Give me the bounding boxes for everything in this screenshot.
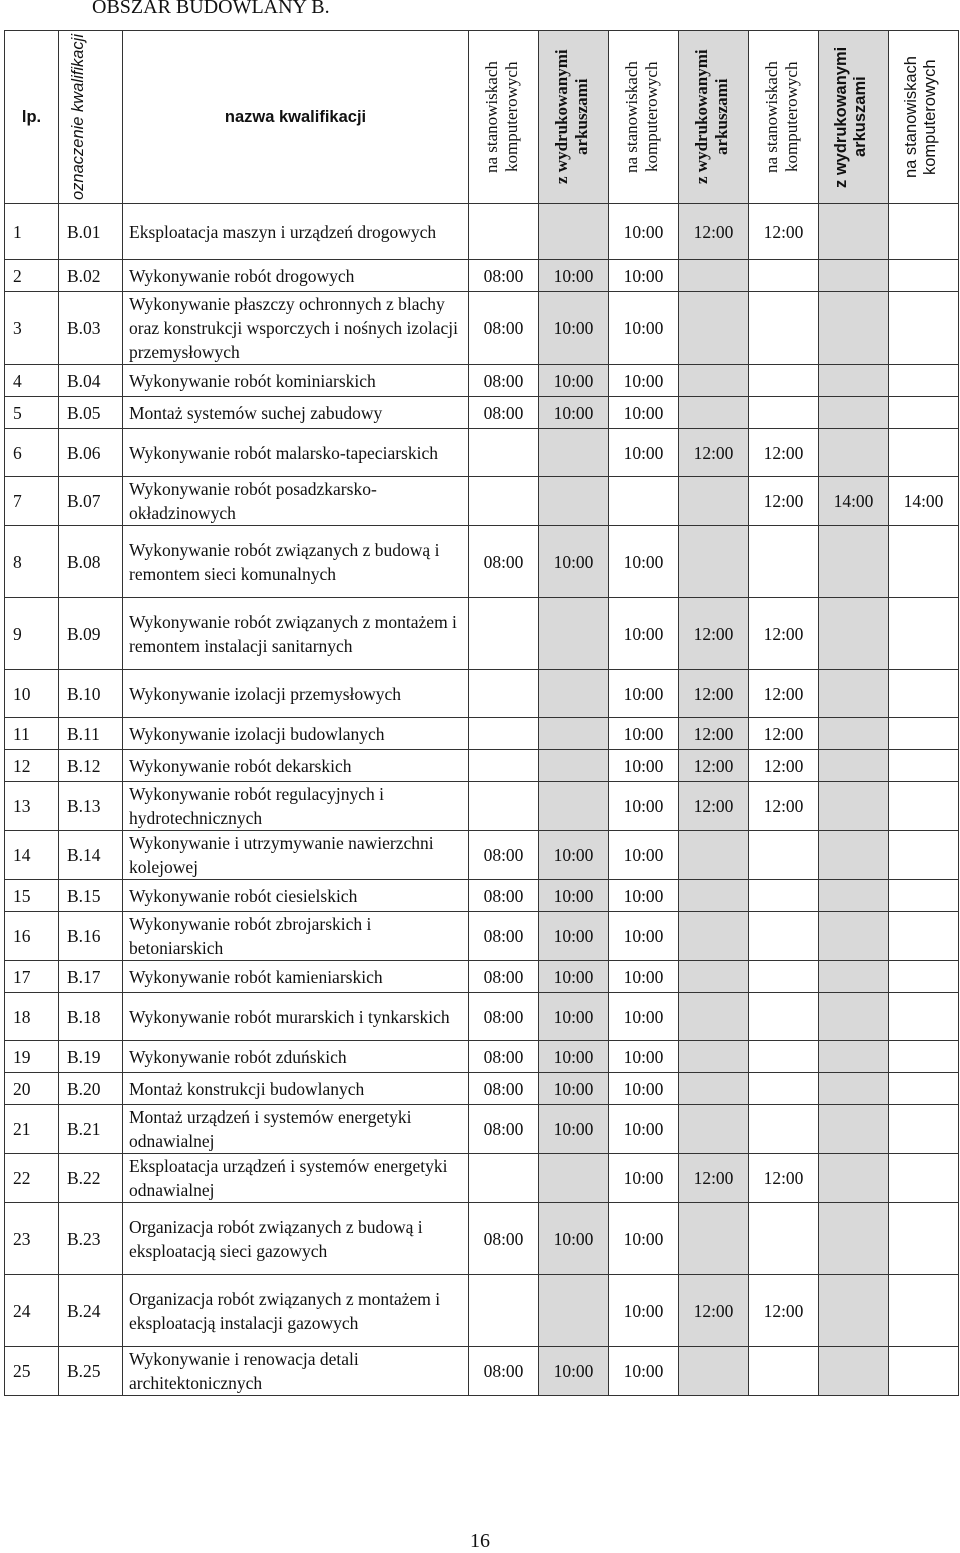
row-session-6	[889, 1347, 959, 1396]
row-name: Wykonywanie robót murarskich i tynkarskich	[123, 993, 469, 1041]
row-session-5	[819, 831, 889, 880]
row-name: Wykonywanie i renowacja detali architektonicznych	[123, 1347, 469, 1396]
row-session-1: 10:00	[539, 526, 609, 598]
row-name: Eksploatacja urządzeń i systemów energetyki odnawialnej	[123, 1154, 469, 1203]
row-code: B.02	[59, 260, 123, 292]
row-code: B.12	[59, 750, 123, 782]
row-session-2: 10:00	[609, 429, 679, 477]
header-session-5: z wydrukowanymi arkuszami	[819, 31, 889, 204]
row-session-0: 08:00	[469, 365, 539, 397]
row-session-1	[539, 750, 609, 782]
row-code: B.01	[59, 204, 123, 260]
row-session-4: 12:00	[749, 782, 819, 831]
header-lp: lp.	[5, 31, 59, 204]
row-session-3	[679, 880, 749, 912]
row-session-5	[819, 1154, 889, 1203]
row-session-1	[539, 204, 609, 260]
table-row	[5, 1154, 959, 1203]
row-code: B.17	[59, 961, 123, 993]
row-session-0	[469, 1154, 539, 1203]
table-row	[5, 1347, 959, 1396]
row-session-1: 10:00	[539, 397, 609, 429]
row-session-2: 10:00	[609, 598, 679, 670]
row-session-4	[749, 961, 819, 993]
row-session-4: 12:00	[749, 429, 819, 477]
header-session-4: na stanowiskach komputerowych	[749, 31, 819, 204]
row-session-1	[539, 782, 609, 831]
row-session-5	[819, 598, 889, 670]
row-code: B.23	[59, 1203, 123, 1275]
table-row	[5, 993, 959, 1041]
row-name: Organizacja robót związanych z budową i eksploatacją sieci gazowych	[123, 1203, 469, 1275]
row-session-4: 12:00	[749, 1275, 819, 1347]
row-session-0: 08:00	[469, 880, 539, 912]
row-session-0: 08:00	[469, 292, 539, 365]
table-row	[5, 204, 959, 260]
row-session-6	[889, 397, 959, 429]
row-session-1	[539, 429, 609, 477]
header-session-1: z wydrukowanymi arkuszami	[539, 31, 609, 204]
row-code: B.05	[59, 397, 123, 429]
row-session-5	[819, 961, 889, 993]
row-session-5	[819, 260, 889, 292]
row-session-4	[749, 260, 819, 292]
row-session-4: 12:00	[749, 718, 819, 750]
row-session-2: 10:00	[609, 782, 679, 831]
row-session-4	[749, 1073, 819, 1105]
row-session-6	[889, 1154, 959, 1203]
row-session-6	[889, 292, 959, 365]
row-session-3: 12:00	[679, 782, 749, 831]
row-session-0: 08:00	[469, 993, 539, 1041]
header-session-3: z wydrukowanymi arkuszami	[679, 31, 749, 204]
row-session-6	[889, 429, 959, 477]
row-lp: 15	[5, 880, 59, 912]
row-session-2: 10:00	[609, 831, 679, 880]
row-session-3	[679, 1041, 749, 1073]
row-code: B.20	[59, 1073, 123, 1105]
row-session-4: 12:00	[749, 204, 819, 260]
row-session-5	[819, 750, 889, 782]
row-name: Wykonywanie robót dekarskich	[123, 750, 469, 782]
row-session-5	[819, 1105, 889, 1154]
row-session-6	[889, 260, 959, 292]
header-session-6: na stanowiskach komputerowych	[889, 31, 959, 204]
row-session-2: 10:00	[609, 260, 679, 292]
row-session-4: 12:00	[749, 477, 819, 526]
row-session-6	[889, 912, 959, 961]
table-row	[5, 526, 959, 598]
row-session-3: 12:00	[679, 1154, 749, 1203]
row-session-0: 08:00	[469, 260, 539, 292]
row-session-0: 08:00	[469, 1041, 539, 1073]
row-session-3: 12:00	[679, 429, 749, 477]
row-session-6	[889, 598, 959, 670]
row-session-2: 10:00	[609, 670, 679, 718]
row-session-5	[819, 1073, 889, 1105]
row-lp: 14	[5, 831, 59, 880]
table-row	[5, 750, 959, 782]
row-session-5	[819, 1275, 889, 1347]
row-name: Wykonywanie robót zduńskich	[123, 1041, 469, 1073]
row-session-3	[679, 1105, 749, 1154]
row-session-2: 10:00	[609, 880, 679, 912]
row-session-1: 10:00	[539, 260, 609, 292]
row-session-4	[749, 292, 819, 365]
row-session-5	[819, 718, 889, 750]
row-session-5	[819, 912, 889, 961]
header-name: nazwa kwalifikacji	[123, 31, 469, 204]
row-session-4	[749, 1041, 819, 1073]
table-row	[5, 1073, 959, 1105]
row-session-2: 10:00	[609, 204, 679, 260]
row-session-6	[889, 718, 959, 750]
row-code: B.19	[59, 1041, 123, 1073]
row-session-3	[679, 1203, 749, 1275]
row-lp: 12	[5, 750, 59, 782]
row-lp: 9	[5, 598, 59, 670]
exam-schedule-table	[4, 30, 959, 1396]
row-name: Wykonywanie i utrzymywanie nawierzchni kolejowej	[123, 831, 469, 880]
row-session-2: 10:00	[609, 1203, 679, 1275]
row-session-2: 10:00	[609, 912, 679, 961]
row-session-2: 10:00	[609, 993, 679, 1041]
row-code: B.11	[59, 718, 123, 750]
row-name: Wykonywanie robót posadzkarsko-okładzinowych	[123, 477, 469, 526]
row-session-4	[749, 880, 819, 912]
row-session-4	[749, 397, 819, 429]
row-session-1	[539, 477, 609, 526]
table-row	[5, 880, 959, 912]
row-code: B.03	[59, 292, 123, 365]
row-code: B.13	[59, 782, 123, 831]
header-code: oznaczenie kwalifikacji	[59, 31, 123, 204]
row-session-4	[749, 1347, 819, 1396]
row-session-6	[889, 880, 959, 912]
row-session-1: 10:00	[539, 880, 609, 912]
row-name: Wykonywanie robót związanych z montażem i remontem instalacji sanitarnych	[123, 598, 469, 670]
row-code: B.04	[59, 365, 123, 397]
row-code: B.18	[59, 993, 123, 1041]
row-session-3	[679, 961, 749, 993]
row-code: B.24	[59, 1275, 123, 1347]
row-lp: 16	[5, 912, 59, 961]
row-lp: 24	[5, 1275, 59, 1347]
row-lp: 25	[5, 1347, 59, 1396]
row-lp: 21	[5, 1105, 59, 1154]
page-number: 16	[470, 1530, 490, 1552]
row-session-3: 12:00	[679, 718, 749, 750]
page-title: OBSZAR BUDOWLANY B.	[92, 0, 330, 18]
row-session-2: 10:00	[609, 750, 679, 782]
row-session-6	[889, 1203, 959, 1275]
row-session-4	[749, 912, 819, 961]
row-session-3: 12:00	[679, 598, 749, 670]
row-session-0	[469, 429, 539, 477]
row-code: B.25	[59, 1347, 123, 1396]
table-row	[5, 1275, 959, 1347]
row-session-5	[819, 397, 889, 429]
row-code: B.22	[59, 1154, 123, 1203]
row-session-0: 08:00	[469, 1105, 539, 1154]
row-session-0: 08:00	[469, 1347, 539, 1396]
row-session-5	[819, 429, 889, 477]
row-session-3: 12:00	[679, 750, 749, 782]
row-session-6	[889, 526, 959, 598]
row-session-2: 10:00	[609, 1275, 679, 1347]
row-name: Wykonywanie płaszczy ochronnych z blachy oraz konstrukcji wsporczych i nośnych izolacji przemysłowych	[123, 292, 469, 365]
row-code: B.06	[59, 429, 123, 477]
row-code: B.07	[59, 477, 123, 526]
header-row	[5, 31, 959, 204]
header-session-0: na stanowiskach komputerowych	[469, 31, 539, 204]
row-session-1	[539, 1154, 609, 1203]
row-session-1: 10:00	[539, 292, 609, 365]
row-name: Wykonywanie robót drogowych	[123, 260, 469, 292]
row-session-6	[889, 782, 959, 831]
row-session-5	[819, 1347, 889, 1396]
row-lp: 10	[5, 670, 59, 718]
row-session-5	[819, 1203, 889, 1275]
row-lp: 2	[5, 260, 59, 292]
row-session-2: 10:00	[609, 1154, 679, 1203]
row-session-1: 10:00	[539, 365, 609, 397]
row-lp: 3	[5, 292, 59, 365]
row-session-0	[469, 670, 539, 718]
row-name: Wykonywanie robót kamieniarskich	[123, 961, 469, 993]
row-name: Montaż konstrukcji budowlanych	[123, 1073, 469, 1105]
row-lp: 20	[5, 1073, 59, 1105]
row-session-5	[819, 782, 889, 831]
row-session-2: 10:00	[609, 961, 679, 993]
row-session-0: 08:00	[469, 831, 539, 880]
row-session-6	[889, 750, 959, 782]
row-session-1: 10:00	[539, 1073, 609, 1105]
row-lp: 22	[5, 1154, 59, 1203]
row-lp: 5	[5, 397, 59, 429]
row-session-6	[889, 961, 959, 993]
row-session-5: 14:00	[819, 477, 889, 526]
row-code: B.14	[59, 831, 123, 880]
row-session-4: 12:00	[749, 1154, 819, 1203]
table-row	[5, 831, 959, 880]
row-session-2	[609, 477, 679, 526]
row-session-1: 10:00	[539, 1041, 609, 1073]
row-lp: 17	[5, 961, 59, 993]
row-session-1	[539, 1275, 609, 1347]
table-row	[5, 1105, 959, 1154]
row-name: Organizacja robót związanych z montażem i eksploatacją instalacji gazowych	[123, 1275, 469, 1347]
row-session-3	[679, 993, 749, 1041]
row-session-5	[819, 204, 889, 260]
row-session-6	[889, 1073, 959, 1105]
row-session-5	[819, 993, 889, 1041]
row-session-1: 10:00	[539, 912, 609, 961]
row-session-0	[469, 782, 539, 831]
row-session-4	[749, 365, 819, 397]
table-row	[5, 1203, 959, 1275]
row-session-4	[749, 1105, 819, 1154]
row-name: Montaż urządzeń i systemów energetyki odnawialnej	[123, 1105, 469, 1154]
row-session-6	[889, 1041, 959, 1073]
row-session-3: 12:00	[679, 1275, 749, 1347]
row-session-6	[889, 670, 959, 718]
row-session-0: 08:00	[469, 1203, 539, 1275]
row-session-1	[539, 718, 609, 750]
row-session-3	[679, 477, 749, 526]
row-session-6: 14:00	[889, 477, 959, 526]
row-session-5	[819, 526, 889, 598]
row-name: Wykonywanie robót malarsko-tapeciarskich	[123, 429, 469, 477]
table-row	[5, 397, 959, 429]
table-row	[5, 292, 959, 365]
row-session-0: 08:00	[469, 397, 539, 429]
table-row	[5, 598, 959, 670]
row-lp: 8	[5, 526, 59, 598]
table-row	[5, 782, 959, 831]
row-session-4: 12:00	[749, 750, 819, 782]
row-lp: 23	[5, 1203, 59, 1275]
row-session-0	[469, 750, 539, 782]
row-session-2: 10:00	[609, 397, 679, 429]
row-lp: 1	[5, 204, 59, 260]
row-session-1: 10:00	[539, 961, 609, 993]
row-lp: 13	[5, 782, 59, 831]
table-row	[5, 1041, 959, 1073]
row-session-1: 10:00	[539, 1203, 609, 1275]
table-row	[5, 477, 959, 526]
row-session-5	[819, 880, 889, 912]
row-session-0	[469, 718, 539, 750]
table-row	[5, 718, 959, 750]
row-code: B.16	[59, 912, 123, 961]
table-row	[5, 912, 959, 961]
row-session-0: 08:00	[469, 912, 539, 961]
row-name: Wykonywanie robót regulacyjnych i hydrotechnicznych	[123, 782, 469, 831]
row-session-0	[469, 477, 539, 526]
row-name: Wykonywanie robót zbrojarskich i betoniarskich	[123, 912, 469, 961]
row-session-1: 10:00	[539, 831, 609, 880]
row-session-0: 08:00	[469, 961, 539, 993]
row-code: B.21	[59, 1105, 123, 1154]
row-session-3	[679, 912, 749, 961]
row-session-3	[679, 292, 749, 365]
row-name: Wykonywanie robót ciesielskich	[123, 880, 469, 912]
row-session-3: 12:00	[679, 670, 749, 718]
row-session-6	[889, 365, 959, 397]
row-session-2: 10:00	[609, 365, 679, 397]
row-lp: 18	[5, 993, 59, 1041]
row-lp: 11	[5, 718, 59, 750]
row-session-1	[539, 670, 609, 718]
row-session-6	[889, 1105, 959, 1154]
row-lp: 19	[5, 1041, 59, 1073]
row-session-5	[819, 365, 889, 397]
row-code: B.09	[59, 598, 123, 670]
row-code: B.10	[59, 670, 123, 718]
table-row	[5, 961, 959, 993]
row-session-4	[749, 1203, 819, 1275]
row-session-2: 10:00	[609, 1105, 679, 1154]
row-session-3	[679, 397, 749, 429]
row-session-0	[469, 204, 539, 260]
row-session-5	[819, 292, 889, 365]
row-session-4	[749, 831, 819, 880]
header-session-2: na stanowiskach komputerowych	[609, 31, 679, 204]
row-session-0	[469, 1275, 539, 1347]
row-session-5	[819, 670, 889, 718]
row-session-1: 10:00	[539, 1105, 609, 1154]
row-name: Wykonywanie izolacji budowlanych	[123, 718, 469, 750]
row-name: Wykonywanie robót związanych z budową i remontem sieci komunalnych	[123, 526, 469, 598]
table-row	[5, 260, 959, 292]
row-lp: 4	[5, 365, 59, 397]
row-name: Wykonywanie izolacji przemysłowych	[123, 670, 469, 718]
row-session-2: 10:00	[609, 1073, 679, 1105]
row-session-0: 08:00	[469, 526, 539, 598]
row-lp: 7	[5, 477, 59, 526]
row-session-1	[539, 598, 609, 670]
table-row	[5, 670, 959, 718]
row-session-3	[679, 365, 749, 397]
row-name: Wykonywanie robót kominiarskich	[123, 365, 469, 397]
row-session-4	[749, 993, 819, 1041]
row-session-1: 10:00	[539, 993, 609, 1041]
row-session-4	[749, 526, 819, 598]
table-row	[5, 429, 959, 477]
row-session-6	[889, 204, 959, 260]
table-body	[5, 204, 959, 1396]
row-session-3	[679, 526, 749, 598]
row-session-3	[679, 1347, 749, 1396]
row-session-3	[679, 831, 749, 880]
row-session-6	[889, 993, 959, 1041]
row-session-0	[469, 598, 539, 670]
row-lp: 6	[5, 429, 59, 477]
row-session-1: 10:00	[539, 1347, 609, 1396]
row-session-2: 10:00	[609, 718, 679, 750]
row-session-0: 08:00	[469, 1073, 539, 1105]
row-session-4: 12:00	[749, 670, 819, 718]
row-code: B.08	[59, 526, 123, 598]
row-session-2: 10:00	[609, 526, 679, 598]
row-session-4: 12:00	[749, 598, 819, 670]
row-name: Montaż systemów suchej zabudowy	[123, 397, 469, 429]
row-session-3: 12:00	[679, 204, 749, 260]
table-row	[5, 365, 959, 397]
row-session-5	[819, 1041, 889, 1073]
row-session-2: 10:00	[609, 1041, 679, 1073]
row-session-6	[889, 831, 959, 880]
row-code: B.15	[59, 880, 123, 912]
row-session-3	[679, 1073, 749, 1105]
row-session-2: 10:00	[609, 1347, 679, 1396]
row-name: Eksploatacja maszyn i urządzeń drogowych	[123, 204, 469, 260]
row-session-2: 10:00	[609, 292, 679, 365]
row-session-3	[679, 260, 749, 292]
row-session-6	[889, 1275, 959, 1347]
